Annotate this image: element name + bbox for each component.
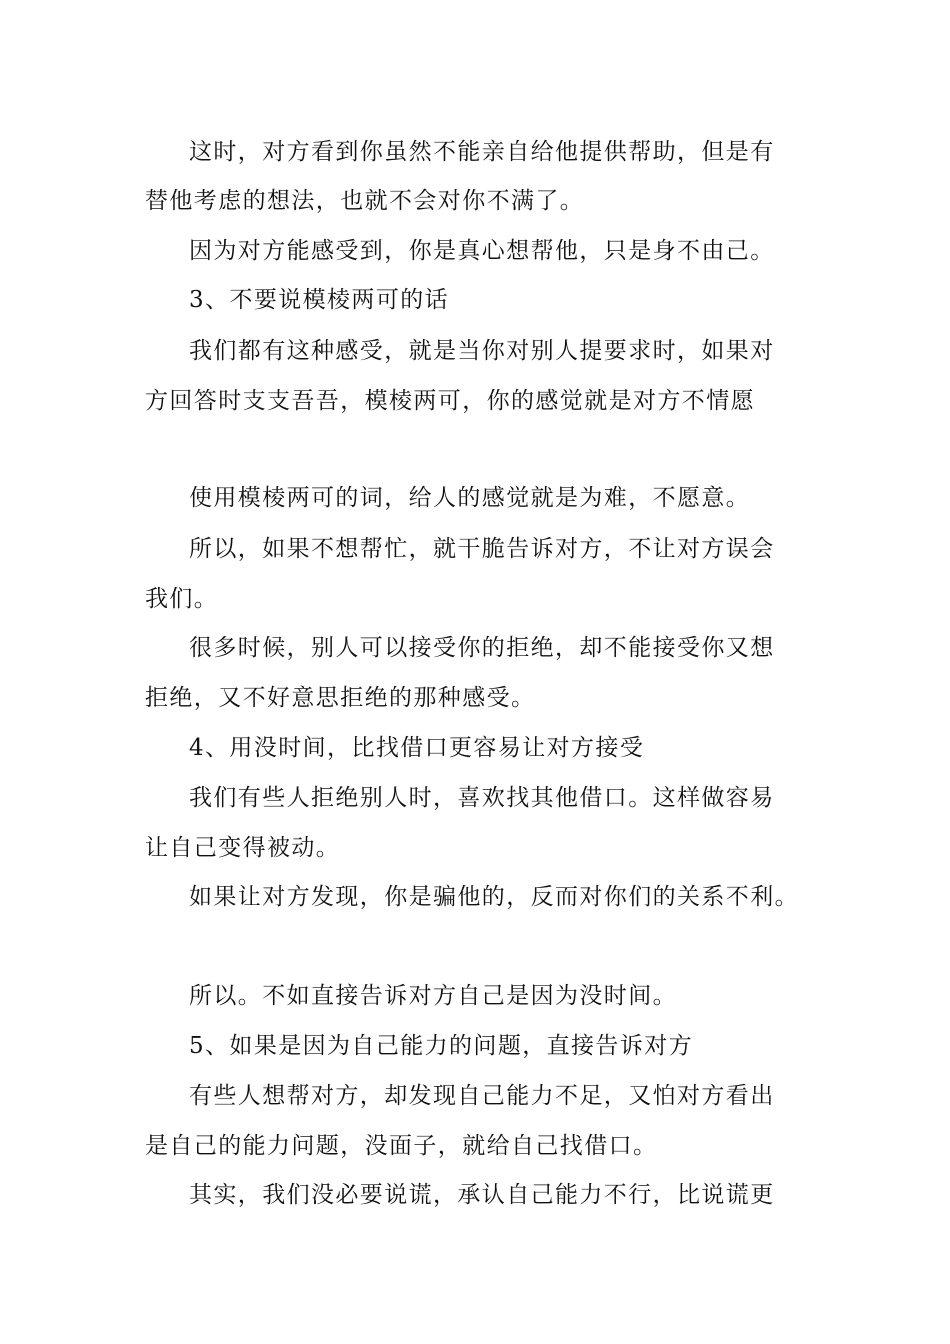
paragraph-line: 其实，我们没必要说谎，承认自己能力不行，比说谎更 <box>189 1182 775 1208</box>
paragraph-line: 我们都有这种感受，就是当你对别人提要求时，如果对 <box>189 338 775 364</box>
paragraph-line: 使用模棱两可的词，给人的感觉就是为难，不愿意。 <box>189 485 751 511</box>
section-heading: 3、不要说模棱两可的话 <box>189 287 450 313</box>
section-heading: 4、用没时间，比找借口更容易让对方接受 <box>189 735 645 761</box>
paragraph-line: 所以，如果不想帮忙，就干脆告诉对方，不让对方误会 <box>189 536 775 562</box>
paragraph-line: 因为对方能感受到，你是真心想帮他，只是身不由己。 <box>189 238 775 264</box>
paragraph-line: 这时，对方看到你虽然不能亲自给他提供帮助，但是有 <box>189 139 775 165</box>
paragraph-line: 所以。不如直接告诉对方自己是因为没时间。 <box>189 983 677 1009</box>
paragraph-line: 有些人想帮对方，却发现自己能力不足，又怕对方看出 <box>189 1083 775 1109</box>
paragraph-line: 方回答时支支吾吾，模棱两可，你的感觉就是对方不情愿 <box>145 388 755 414</box>
paragraph-line: 是自己的能力问题，没面子，就给自己找借口。 <box>145 1133 658 1159</box>
paragraph-line: 拒绝，又不好意思拒绝的那种感受。 <box>145 685 536 711</box>
paragraph-line: 让自己变得被动。 <box>145 835 341 861</box>
paragraph-line: 替他考虑的想法，也就不会对你不满了。 <box>145 188 585 214</box>
paragraph-line: 如果让对方发现，你是骗他的，反而对你们的关系不利。 <box>189 884 799 910</box>
paragraph-line: 我们。 <box>145 586 219 612</box>
paragraph-line: 很多时候，别人可以接受你的拒绝，却不能接受你又想 <box>189 635 775 661</box>
section-heading: 5、如果是因为自己能力的问题，直接告诉对方 <box>189 1033 694 1059</box>
paragraph-line: 我们有些人拒绝别人时，喜欢找其他借口。这样做容易 <box>189 785 775 811</box>
